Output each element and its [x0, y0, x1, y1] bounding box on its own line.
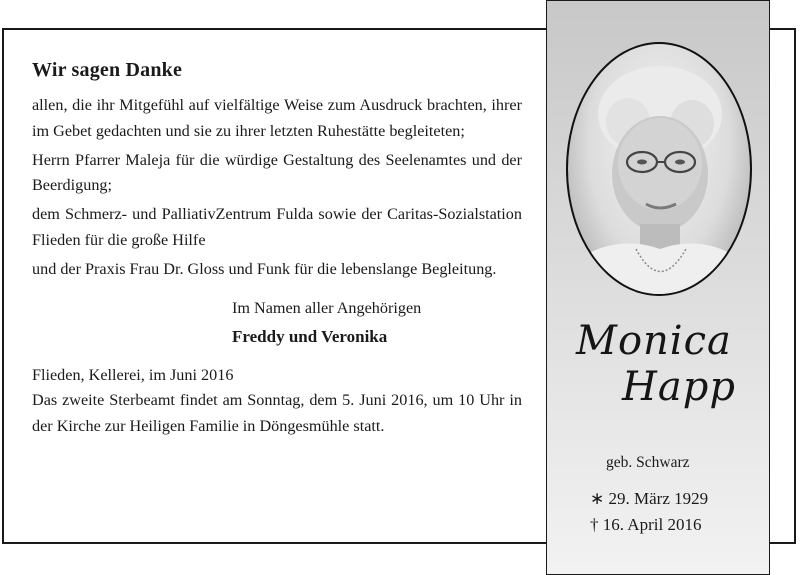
thanks-paragraph-4: und der Praxis Frau Dr. Gloss und Funk für die lebenslange Begleitung.: [32, 260, 497, 279]
signature-intro: Im Namen aller Angehörigen: [232, 299, 422, 318]
death-line: [590, 512, 708, 538]
thanks-paragraph-1: allen, die ihr Mitgefühl auf vielfältige Weise zum Ausdruck brachten, ihrer im Gebet gedachten und sie zu ihrer letzten Ruhestätte begleiteten;: [32, 96, 522, 140]
portrait-photo: [566, 42, 752, 296]
life-dates: [590, 486, 708, 538]
death-cross-icon: †: [590, 515, 599, 534]
service-note: Das zweite Sterbeamt findet am Sonntag, dem 5. Juni 2016, um 10 Uhr in der Kirche zur Heiligen Familie in Döngesmühle statt.: [32, 391, 522, 435]
place-date: Flieden, Kellerei, im Juni 2016: [32, 365, 234, 384]
thanks-paragraph-2: Herrn Pfarrer Maleja für die würdige Gestaltung des Seelenamtes und der Beerdigung;: [32, 150, 522, 195]
deceased-last-name: Happ: [622, 364, 736, 410]
text-column: [32, 58, 522, 443]
notice-heading: Wir sagen Danke: [32, 59, 183, 81]
death-date: 16. April 2016: [602, 515, 702, 534]
thanks-paragraph-3: dem Schmerz- und PalliativZentrum Fulda sowie der Caritas-Sozialstation Flieden für die große Hilfe: [32, 205, 522, 249]
birth-date: 29. März 1929: [608, 489, 709, 508]
birth-star-icon: ∗: [590, 489, 605, 508]
birth-line: [590, 486, 708, 512]
deceased-first-name: Monica: [576, 318, 732, 364]
signature-block: [232, 296, 522, 349]
signature-names: Freddy und Veronika: [232, 326, 388, 346]
maiden-name: geb. Schwarz: [606, 454, 690, 471]
deceased-name: [576, 318, 756, 410]
